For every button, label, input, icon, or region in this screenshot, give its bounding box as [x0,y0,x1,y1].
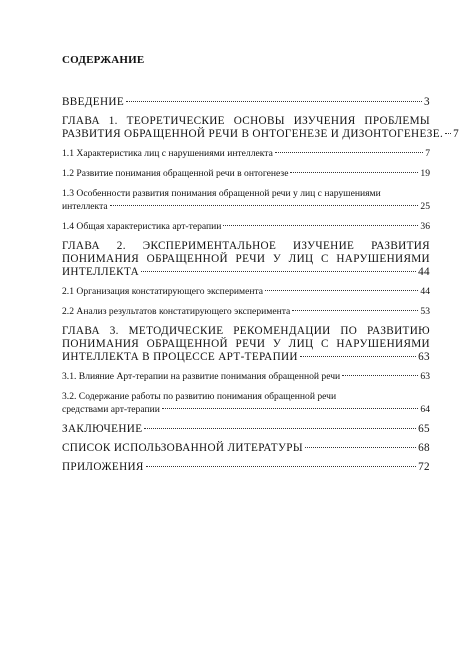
dot-leader [223,225,418,226]
toc-entry-title-line: ИНТЕЛЛЕКТА [62,266,140,278]
dot-leader [141,271,416,272]
toc-entry [62,115,460,141]
toc-entry-title-line: 1.1 Характеристика лиц с нарушениями интеллекта [62,148,273,159]
toc-entry [62,370,430,383]
dot-leader [146,466,416,467]
toc-page-number: 72 [418,461,430,473]
toc-entry [62,187,430,213]
toc-entry-title-line: ГЛАВА 3. МЕТОДИЧЕСКИЕ РЕКОМЕНДАЦИИ ПО РАЗВИТИЮ [62,325,430,337]
toc-page-number: 3 [424,96,430,108]
toc-page-number: 53 [420,306,430,317]
dot-leader [144,428,416,429]
toc-entry-title-line: ГЛАВА 1. ТЕОРЕТИЧЕСКИЕ ОСНОВЫ ИЗУЧЕНИЯ ПРОБЛЕМЫ [62,115,430,127]
toc-entry-title-line: ГЛАВА 2. ЭКСПЕРИМЕНТАЛЬНОЕ ИЗУЧЕНИЕ РАЗВИТИЯ [62,240,430,252]
toc-entry-title-line: ПОНИМАНИЯ ОБРАЩЕННОЙ РЕЧИ У ЛИЦ С НАРУШЕНИЯМИ [62,338,430,350]
dot-leader [292,310,418,311]
toc-entry-title-line: 1.3 Особенности развития понимания обращенной речи у лиц с нарушениями [62,188,381,199]
toc-entry-title-line: ЗАКЛЮЧЕНИЕ [62,423,143,435]
toc-entry [62,423,430,436]
toc-entry [62,305,430,318]
toc-entry-title-line: 2.2 Анализ результатов констатирующего эксперимента [62,306,291,317]
toc-page-number: 44 [420,286,430,297]
toc-page-number: 36 [420,221,430,232]
toc-entry-title-line: ПРИЛОЖЕНИЯ [62,461,144,473]
dot-leader [342,375,418,376]
toc-entry-title-line: интеллекта [62,201,108,212]
dot-leader [126,101,422,102]
toc-entry-title-line: 2.1 Организация констатирующего эксперимента [62,286,264,297]
dot-leader [300,356,416,357]
toc-entry [62,325,430,364]
dot-leader [305,447,416,448]
toc-entry [62,96,430,109]
toc-page-number: 65 [418,423,430,435]
dot-leader [162,408,419,409]
toc-entry [62,220,430,233]
toc-entry-title-line: ВВЕДЕНИЕ [62,96,125,108]
toc-entry [62,167,430,180]
toc-entry-title-line: СПИСОК ИСПОЛЬЗОВАННОЙ ЛИТЕРАТУРЫ [62,442,303,454]
toc-page-number: 64 [420,404,430,415]
toc-entry-title-line: 1.2 Развитие понимания обращенной речи в онтогенезе [62,168,289,179]
toc-heading: СОДЕРЖАНИЕ [62,54,145,66]
toc-entry-title-line: 3.1. Влияние Арт-терапии на развитие понимания обращенной речи [62,371,341,382]
toc-page-number: 7 [425,148,430,159]
toc-page-number: 19 [420,168,430,179]
toc-page-number: 7 [453,128,460,140]
toc-entry [62,442,430,455]
toc-entry [62,285,430,298]
dot-leader [110,205,419,206]
dot-leader [445,133,451,134]
toc-entry [62,240,430,279]
toc-page-number: 63 [418,351,430,363]
toc-entry [62,390,430,416]
toc-entry [62,147,430,160]
toc-entry-title-line: 1.4 Общая характеристика арт-терапии [62,221,222,232]
dot-leader [265,290,418,291]
toc-entry [62,461,430,474]
dot-leader [290,172,418,173]
toc-page-number: 25 [420,201,430,212]
toc-entry-title-line: ИНТЕЛЛЕКТА В ПРОЦЕССЕ АРТ-ТЕРАПИИ [62,351,298,363]
toc-page-number: 63 [420,371,430,382]
toc-entry-title-line: средствами арт-терапии [62,404,160,415]
toc-entry-title-line: РАЗВИТИЯ ОБРАЩЕННОЙ РЕЧИ В ОНТОГЕНЕЗЕ И ДИЗОНТОГЕНЕЗЕ. [62,128,444,140]
toc-page-number: 44 [418,266,430,278]
table-of-contents [62,96,460,480]
toc-page-number: 68 [418,442,430,454]
toc-entry-title-line: ПОНИМАНИЯ ОБРАЩЕННОЙ РЕЧИ У ЛИЦ С НАРУШЕНИЯМИ [62,253,430,265]
dot-leader [275,152,423,153]
toc-entry-title-line: 3.2. Содержание работы по развитию понимания обращенной речи [62,391,337,402]
